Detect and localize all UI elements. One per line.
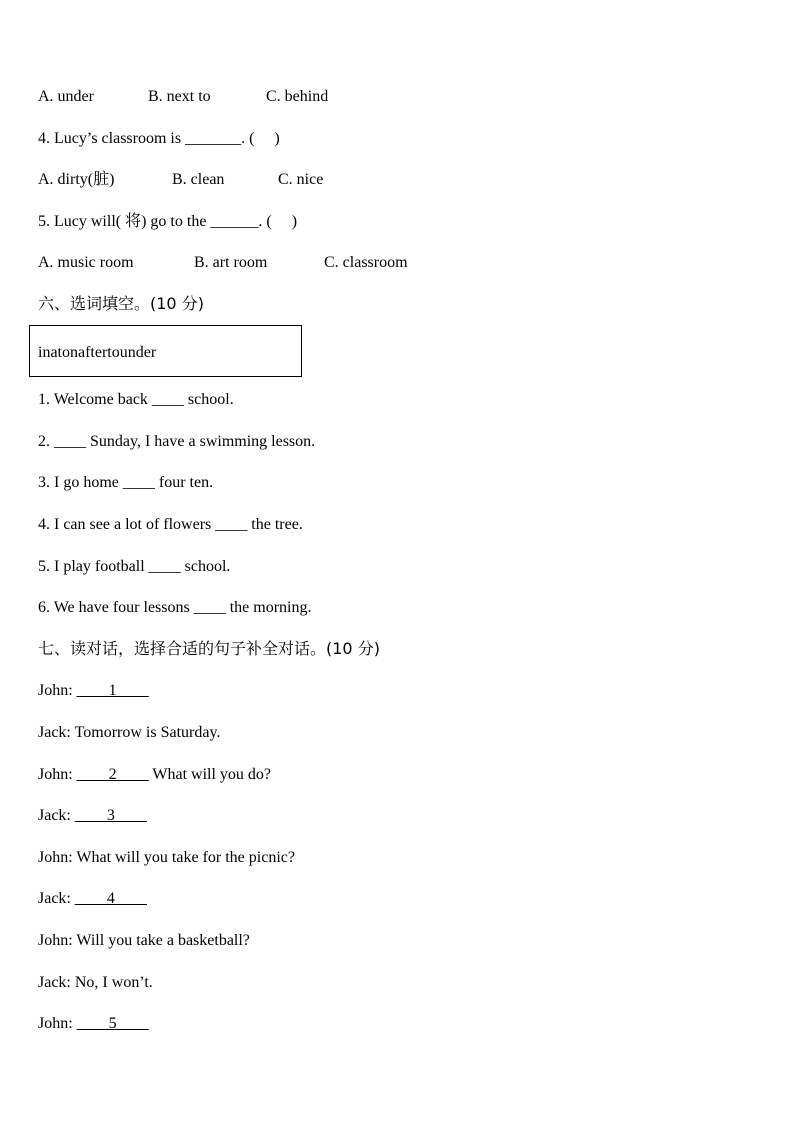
dialogue-line-8 [38, 973, 153, 993]
s6-item-6: 6. We have four lessons ____ the morning. [38, 599, 312, 616]
speaker: John: [38, 1015, 73, 1032]
q4-option-a[interactable]: A. dirty(脏) [38, 171, 115, 188]
speaker: Jack: [38, 890, 71, 907]
speaker: John: [38, 849, 73, 866]
speaker: Jack: [38, 724, 71, 741]
dialogue-text: Tomorrow is Saturday. [74, 724, 221, 741]
s6-item-1: 1. Welcome back ____ school. [38, 391, 234, 408]
s6-item-5: 5. I play football ____ school. [38, 558, 231, 575]
speaker: John: [38, 766, 73, 783]
q3-option-a[interactable]: A. under [38, 88, 94, 105]
q5-option-b[interactable]: B. art room [194, 254, 268, 271]
speaker: John: [38, 682, 73, 699]
s6-item-2: 2. ____ Sunday, I have a swimming lesson. [38, 433, 316, 450]
answer-blank-4[interactable]: ____4____ [74, 890, 147, 907]
q3-option-b[interactable]: B. next to [148, 88, 211, 105]
answer-blank-1[interactable]: ____1____ [76, 682, 149, 699]
word-bank-box [29, 325, 302, 377]
dialogue-line-7 [38, 931, 250, 951]
dialogue-line-4 [38, 806, 147, 826]
speaker: Jack: [38, 974, 71, 991]
dialogue-text: Will you take a basketball? [76, 932, 250, 949]
q4-option-b[interactable]: B. clean [172, 171, 225, 188]
speaker: John: [38, 932, 73, 949]
s6-item-3: 3. I go home ____ four ten. [38, 474, 214, 491]
dialogue-text: What will you do? [148, 766, 272, 783]
word-bank-text: inatonaftertounder [38, 344, 157, 361]
s6-item-4: 4. I can see a lot of flowers ____ the tree. [38, 516, 303, 533]
section7-heading: 七、读对话，选择合适的句子补全对话。(10 分) [38, 639, 380, 658]
section6-heading: 六、选词填空。(10 分) [38, 294, 204, 313]
dialogue-line-1 [38, 681, 149, 701]
q4-question: 4. Lucy’s classroom is _______. ( ) [38, 130, 280, 147]
answer-blank-5[interactable]: ____5____ [76, 1015, 149, 1032]
dialogue-line-9 [38, 1014, 149, 1034]
dialogue-line-5 [38, 848, 295, 868]
q5-option-c[interactable]: C. classroom [324, 254, 408, 271]
dialogue-text: No, I won’t. [74, 974, 153, 991]
dialogue-line-6 [38, 889, 147, 909]
dialogue-line-3 [38, 765, 271, 785]
q4-option-c[interactable]: C. nice [278, 171, 324, 188]
dialogue-line-2 [38, 723, 220, 743]
q3-option-c[interactable]: C. behind [266, 88, 329, 105]
q5-question: 5. Lucy will( 将) go to the ______. ( ) [38, 213, 298, 230]
q5-option-a[interactable]: A. music room [38, 254, 134, 271]
speaker: Jack: [38, 807, 71, 824]
answer-blank-2[interactable]: ____2____ [76, 766, 149, 783]
answer-blank-3[interactable]: ____3____ [74, 807, 147, 824]
dialogue-text: What will you take for the picnic? [76, 849, 295, 866]
